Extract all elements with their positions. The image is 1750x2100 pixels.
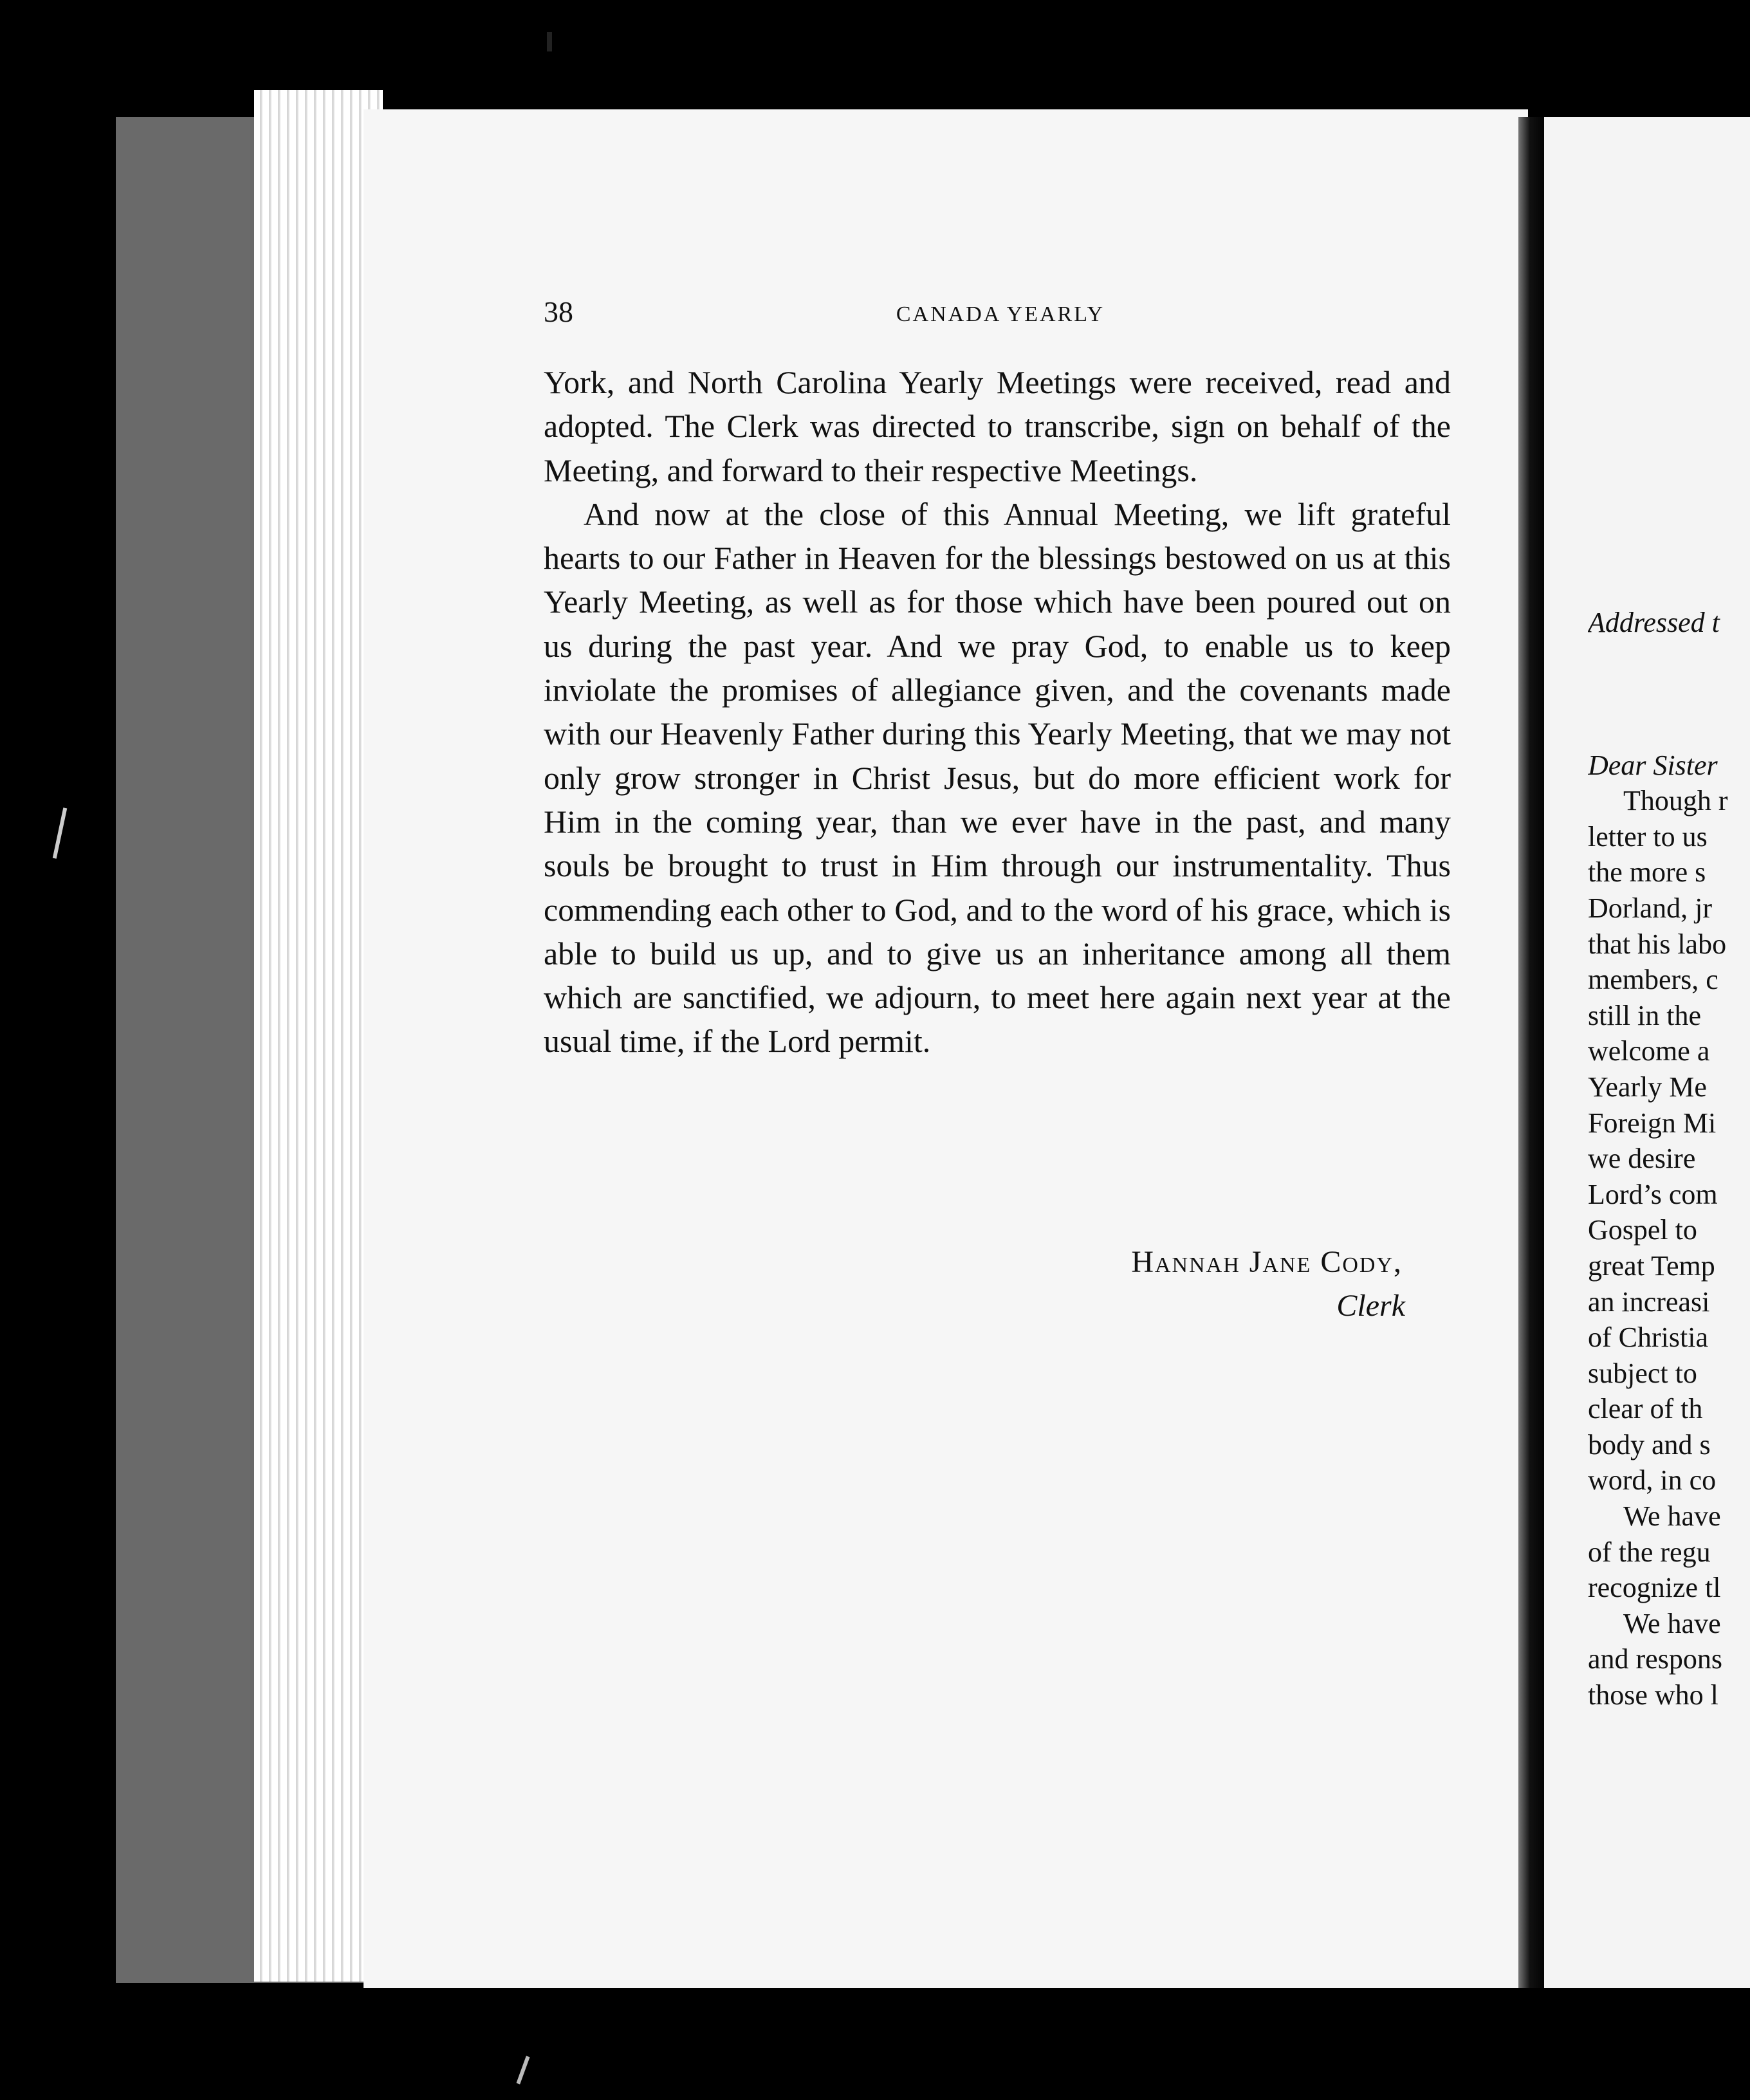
scan-border bbox=[0, 1988, 1750, 2100]
salutation: Dear Sister bbox=[1588, 749, 1718, 781]
text-line: clear of th bbox=[1588, 1393, 1703, 1425]
text-line: an increasi bbox=[1588, 1285, 1710, 1318]
text-line: Yearly Me bbox=[1588, 1071, 1707, 1103]
page-number: 38 bbox=[544, 295, 573, 328]
text-line: and respons bbox=[1588, 1643, 1722, 1675]
addressed-line: Addressed t bbox=[1588, 607, 1720, 638]
text-line: Dorland, jr bbox=[1588, 892, 1713, 924]
text-line: Foreign Mi bbox=[1588, 1107, 1717, 1139]
text-line: We have bbox=[1623, 1500, 1721, 1533]
running-head bbox=[544, 295, 1457, 340]
body-text bbox=[544, 360, 1451, 1064]
text-line: of Christia bbox=[1588, 1322, 1708, 1354]
text-line: we desire bbox=[1588, 1143, 1696, 1175]
page-header: CANADA YEARLY bbox=[896, 302, 1105, 326]
text-line: the more s bbox=[1588, 856, 1706, 889]
text-line: word, in co bbox=[1588, 1464, 1717, 1497]
text-line: recognize tl bbox=[1588, 1572, 1721, 1604]
text-line: that his labo bbox=[1588, 928, 1727, 960]
signature-name: Hannah Jane Cody, bbox=[1131, 1245, 1403, 1279]
signature-title: Clerk bbox=[1336, 1289, 1405, 1323]
text-line: body and s bbox=[1588, 1428, 1711, 1460]
scan-mark-left bbox=[53, 807, 68, 858]
text-line: Though r bbox=[1623, 785, 1728, 817]
text-line: We have bbox=[1623, 1607, 1721, 1639]
signature-block bbox=[772, 1240, 1403, 1328]
text-line: welcome a bbox=[1588, 1035, 1710, 1067]
text-line: letter to us bbox=[1588, 820, 1708, 852]
text-line: great Temp bbox=[1588, 1249, 1715, 1282]
text-line: of the regu bbox=[1588, 1536, 1711, 1568]
scan-mark-top bbox=[547, 32, 552, 51]
text-line: subject to bbox=[1588, 1357, 1697, 1389]
text-line: Lord’s com bbox=[1588, 1178, 1718, 1210]
paragraph-1: York, and North Carolina Yearly Meetings were received, read and adopted. The Clerk was directed to transcribe, sign on behalf of the Meeting, and forward to their respective Meetings. bbox=[544, 364, 1451, 488]
text-line: members, c bbox=[1588, 964, 1718, 996]
paragraph-2: And now at the close of this Annual Meeting, we lift grateful hearts to our Father in Heaven for the blessings bestowed on us at this Yearly Meeting, as well as for those which have been poured out on us during the past year. And we pray God, to enable us to keep inviolate the promises of allegiance given, and the covenants made with our Heavenly Father during this Yearly Meeting, that we may not only grow stronger in Christ Jesus, but do more efficient work for Him in the coming year, than we ever have in the past, and many souls be brought to trust in Him through our instrumentality. Thus commending each other to God, and to the word of his grace, which is able to build us up, and to give us an inheritance among all them which are sanctified, we adjourn, to meet here again next year at the usual time, if the Lord permit. bbox=[544, 495, 1451, 1060]
book-gutter bbox=[1518, 117, 1547, 1989]
right-page-text bbox=[1588, 605, 1750, 1713]
text-line: those who l bbox=[1588, 1679, 1718, 1711]
text-line: Gospel to bbox=[1588, 1214, 1697, 1246]
text-line: still in the bbox=[1588, 999, 1701, 1031]
